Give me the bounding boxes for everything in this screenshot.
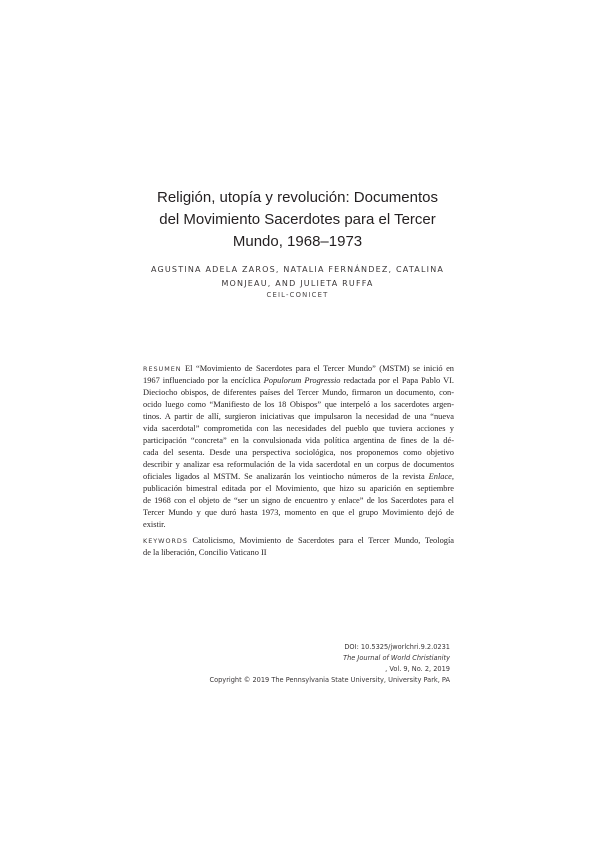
article-title [120, 187, 475, 253]
journal-name: The Journal of World Christianity [343, 654, 450, 662]
author-line-1: AGUSTINA ADELA ZAROS, NATALIA FERNÁNDEZ, CATALINA [150, 265, 445, 274]
encyclical-title: Populorum Progressio [263, 376, 341, 385]
abstract-line: 1967 influenciado por la encíclica Populorum Progressio redactada por el Papa Pablo VI. [143, 376, 455, 385]
abstract-line: RESUMEN El “Movimiento de Sacerdotes para el Tercer Mundo” (MSTM) se inició en [143, 364, 454, 373]
abstract-line: existir. [143, 520, 166, 529]
abstract-line: cada del sesenta. Desde una perspectiva sociológica, nos proponemos como objetivo [143, 448, 454, 457]
abstract-label: RESUMEN [143, 365, 182, 373]
keywords-line: KEYWORDS Catolicismo, Movimiento de Sacerdotes para el Tercer Mundo, Teología [143, 536, 454, 545]
abstract-line: Tercer Mundo y que duró hasta 1973, momento en que el grupo Movimiento dejó de [143, 508, 454, 517]
affiliation: CEIL-CONICET [266, 291, 329, 299]
abstract-line: publicación bimestral editada por el Movimiento, que hizo su aparición en septiembre [143, 484, 454, 493]
keywords-line: de la liberación, Concilio Vaticano II [143, 548, 267, 557]
abstract-line: de 1968 con el objeto de “ser un signo de encuentro y enlace” de los Sacerdotes para el [143, 496, 454, 505]
journal-enlace: Enlace, [428, 472, 454, 481]
abstract-line: Dieciocho obispos, de diferentes países del Tercer Mundo, firmaron un documento, con- [143, 388, 454, 397]
title-line-1: Religión, utopía y revolución: Documentos [157, 189, 438, 206]
title-line-3: Mundo, 1968–1973 [232, 233, 363, 250]
doi: DOI: 10.5325/jworlchri.9.2.0231 [344, 643, 450, 651]
citation-footer [160, 642, 450, 686]
keywords-label: KEYWORDS [143, 537, 188, 545]
abstract-block [143, 363, 454, 559]
author-line-2: MONJEAU, AND JULIETA RUFFA [221, 278, 374, 288]
journal-citation: The Journal of World Christianity , Vol. 9, No. 2, 2019 [343, 654, 450, 673]
title-line-2: del Movimiento Sacerdotes para el Tercer [159, 211, 436, 228]
abstract-line: ocido luego como “Manifiesto de los 18 Obispos” que interpeló a los sacerdotes argen- [143, 400, 454, 409]
abstract-line: tinos. A partir de allí, surgieron iniciativas que impulsaron la necesidad de una “nueva [143, 412, 454, 421]
abstract-line: vida sacerdotal” comprometida con las necesidades del pueblo que tuviera acciones y [143, 424, 454, 433]
author-list [110, 263, 485, 290]
abstract-line: participación “concreta” en la convulsionada vida política argentina de fines de la dé- [143, 436, 454, 445]
copyright: Copyright © 2019 The Pennsylvania State University, University Park, PA [209, 676, 450, 684]
keywords-block [143, 535, 454, 559]
abstract-line: describir y analizar esa reformulación de la vida sacerdotal en un corpus de documentos [143, 460, 454, 469]
abstract-line: oficiales ligados al MSTM. Se analizarán los veintiocho números de la revista Enlace, [143, 472, 454, 481]
